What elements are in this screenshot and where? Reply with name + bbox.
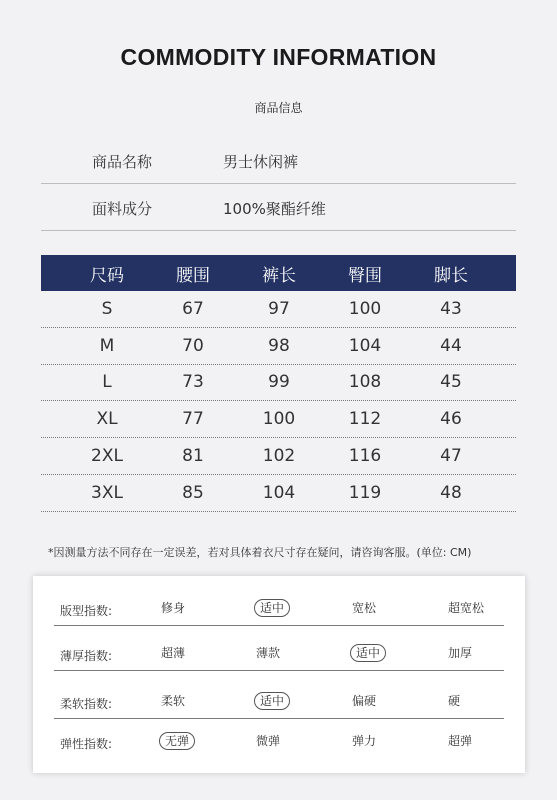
size-table-header xyxy=(41,255,516,291)
index-option: 偏硬 xyxy=(352,694,377,708)
table-cell: 44 xyxy=(440,335,462,356)
index-option-selected: 适中 xyxy=(350,644,386,662)
table-cell: 100 xyxy=(348,298,382,319)
column-header: 尺码 xyxy=(90,265,124,286)
table-cell: 98 xyxy=(268,335,290,356)
index-option: 微弹 xyxy=(256,734,281,748)
table-cell: 102 xyxy=(262,446,296,467)
index-option-selected: 适中 xyxy=(254,692,290,710)
index-row-fit xyxy=(54,582,504,626)
info-label: 面料成分 xyxy=(92,200,153,218)
table-cell: 85 xyxy=(182,482,204,503)
table-cell: 70 xyxy=(182,335,204,356)
index-option: 薄款 xyxy=(256,646,281,660)
size-table xyxy=(41,255,516,512)
info-value: 男士休闲裤 xyxy=(223,153,299,171)
index-label: 版型指数: xyxy=(60,604,113,618)
table-cell: 47 xyxy=(440,446,462,467)
page-title: COMMODITY INFORMATION xyxy=(120,44,437,70)
table-cell: 100 xyxy=(262,409,296,430)
index-option: 弹力 xyxy=(352,734,377,748)
index-option: 修身 xyxy=(161,601,186,615)
index-option: 超弹 xyxy=(448,734,473,748)
table-cell: 43 xyxy=(440,298,462,319)
index-option: 加厚 xyxy=(448,646,473,660)
table-cell: 119 xyxy=(348,482,382,503)
column-header: 臀围 xyxy=(348,265,382,286)
table-row xyxy=(41,438,516,475)
index-option-selected: 无弹 xyxy=(159,732,195,750)
table-row xyxy=(41,328,516,365)
info-row-fabric xyxy=(41,185,516,231)
table-cell: 73 xyxy=(182,372,204,393)
table-cell: 108 xyxy=(348,372,382,393)
index-option: 宽松 xyxy=(352,601,377,615)
table-row xyxy=(41,365,516,402)
page-subtitle: 商品信息 xyxy=(254,101,303,115)
table-cell: 45 xyxy=(440,372,462,393)
table-cell: 67 xyxy=(182,298,204,319)
index-option-selected: 适中 xyxy=(254,599,290,617)
table-cell: 3XL xyxy=(91,482,123,503)
column-header: 裤长 xyxy=(262,265,296,286)
table-cell: 48 xyxy=(440,482,462,503)
column-header: 脚长 xyxy=(434,265,468,286)
table-cell: S xyxy=(101,298,113,319)
index-row-softness xyxy=(54,675,504,719)
index-label: 柔软指数: xyxy=(60,697,113,711)
table-cell: XL xyxy=(96,409,118,430)
table-cell: 77 xyxy=(182,409,204,430)
index-option: 超薄 xyxy=(161,646,186,660)
column-header: 腰围 xyxy=(176,265,210,286)
index-label: 薄厚指数: xyxy=(60,649,113,663)
table-cell: 2XL xyxy=(91,446,123,467)
table-cell: 99 xyxy=(268,372,290,393)
info-row-name xyxy=(41,138,516,184)
table-cell: 104 xyxy=(348,335,382,356)
info-label: 商品名称 xyxy=(92,153,153,171)
table-cell: L xyxy=(102,372,112,393)
index-row-thickness xyxy=(54,627,504,671)
fit-index-card xyxy=(33,576,525,773)
table-cell: 81 xyxy=(182,446,204,467)
table-cell: 116 xyxy=(348,446,382,467)
index-option: 硬 xyxy=(448,694,461,708)
table-row xyxy=(41,401,516,438)
measurement-note: *因测量方法不同存在一定误差，若对具体着衣尺寸存在疑问，请咨询客服。(单位: CM) xyxy=(48,546,472,559)
info-value: 100%聚酯纤维 xyxy=(223,200,326,218)
index-option: 超宽松 xyxy=(448,601,485,615)
table-cell: 97 xyxy=(268,298,290,319)
table-cell: 112 xyxy=(348,409,382,430)
index-option: 柔软 xyxy=(161,694,186,708)
table-cell: 104 xyxy=(262,482,296,503)
table-cell: 46 xyxy=(440,409,462,430)
index-row-elasticity xyxy=(54,715,504,759)
index-label: 弹性指数: xyxy=(60,737,113,751)
table-cell: M xyxy=(99,335,115,356)
table-row xyxy=(41,475,516,512)
table-row xyxy=(41,291,516,328)
